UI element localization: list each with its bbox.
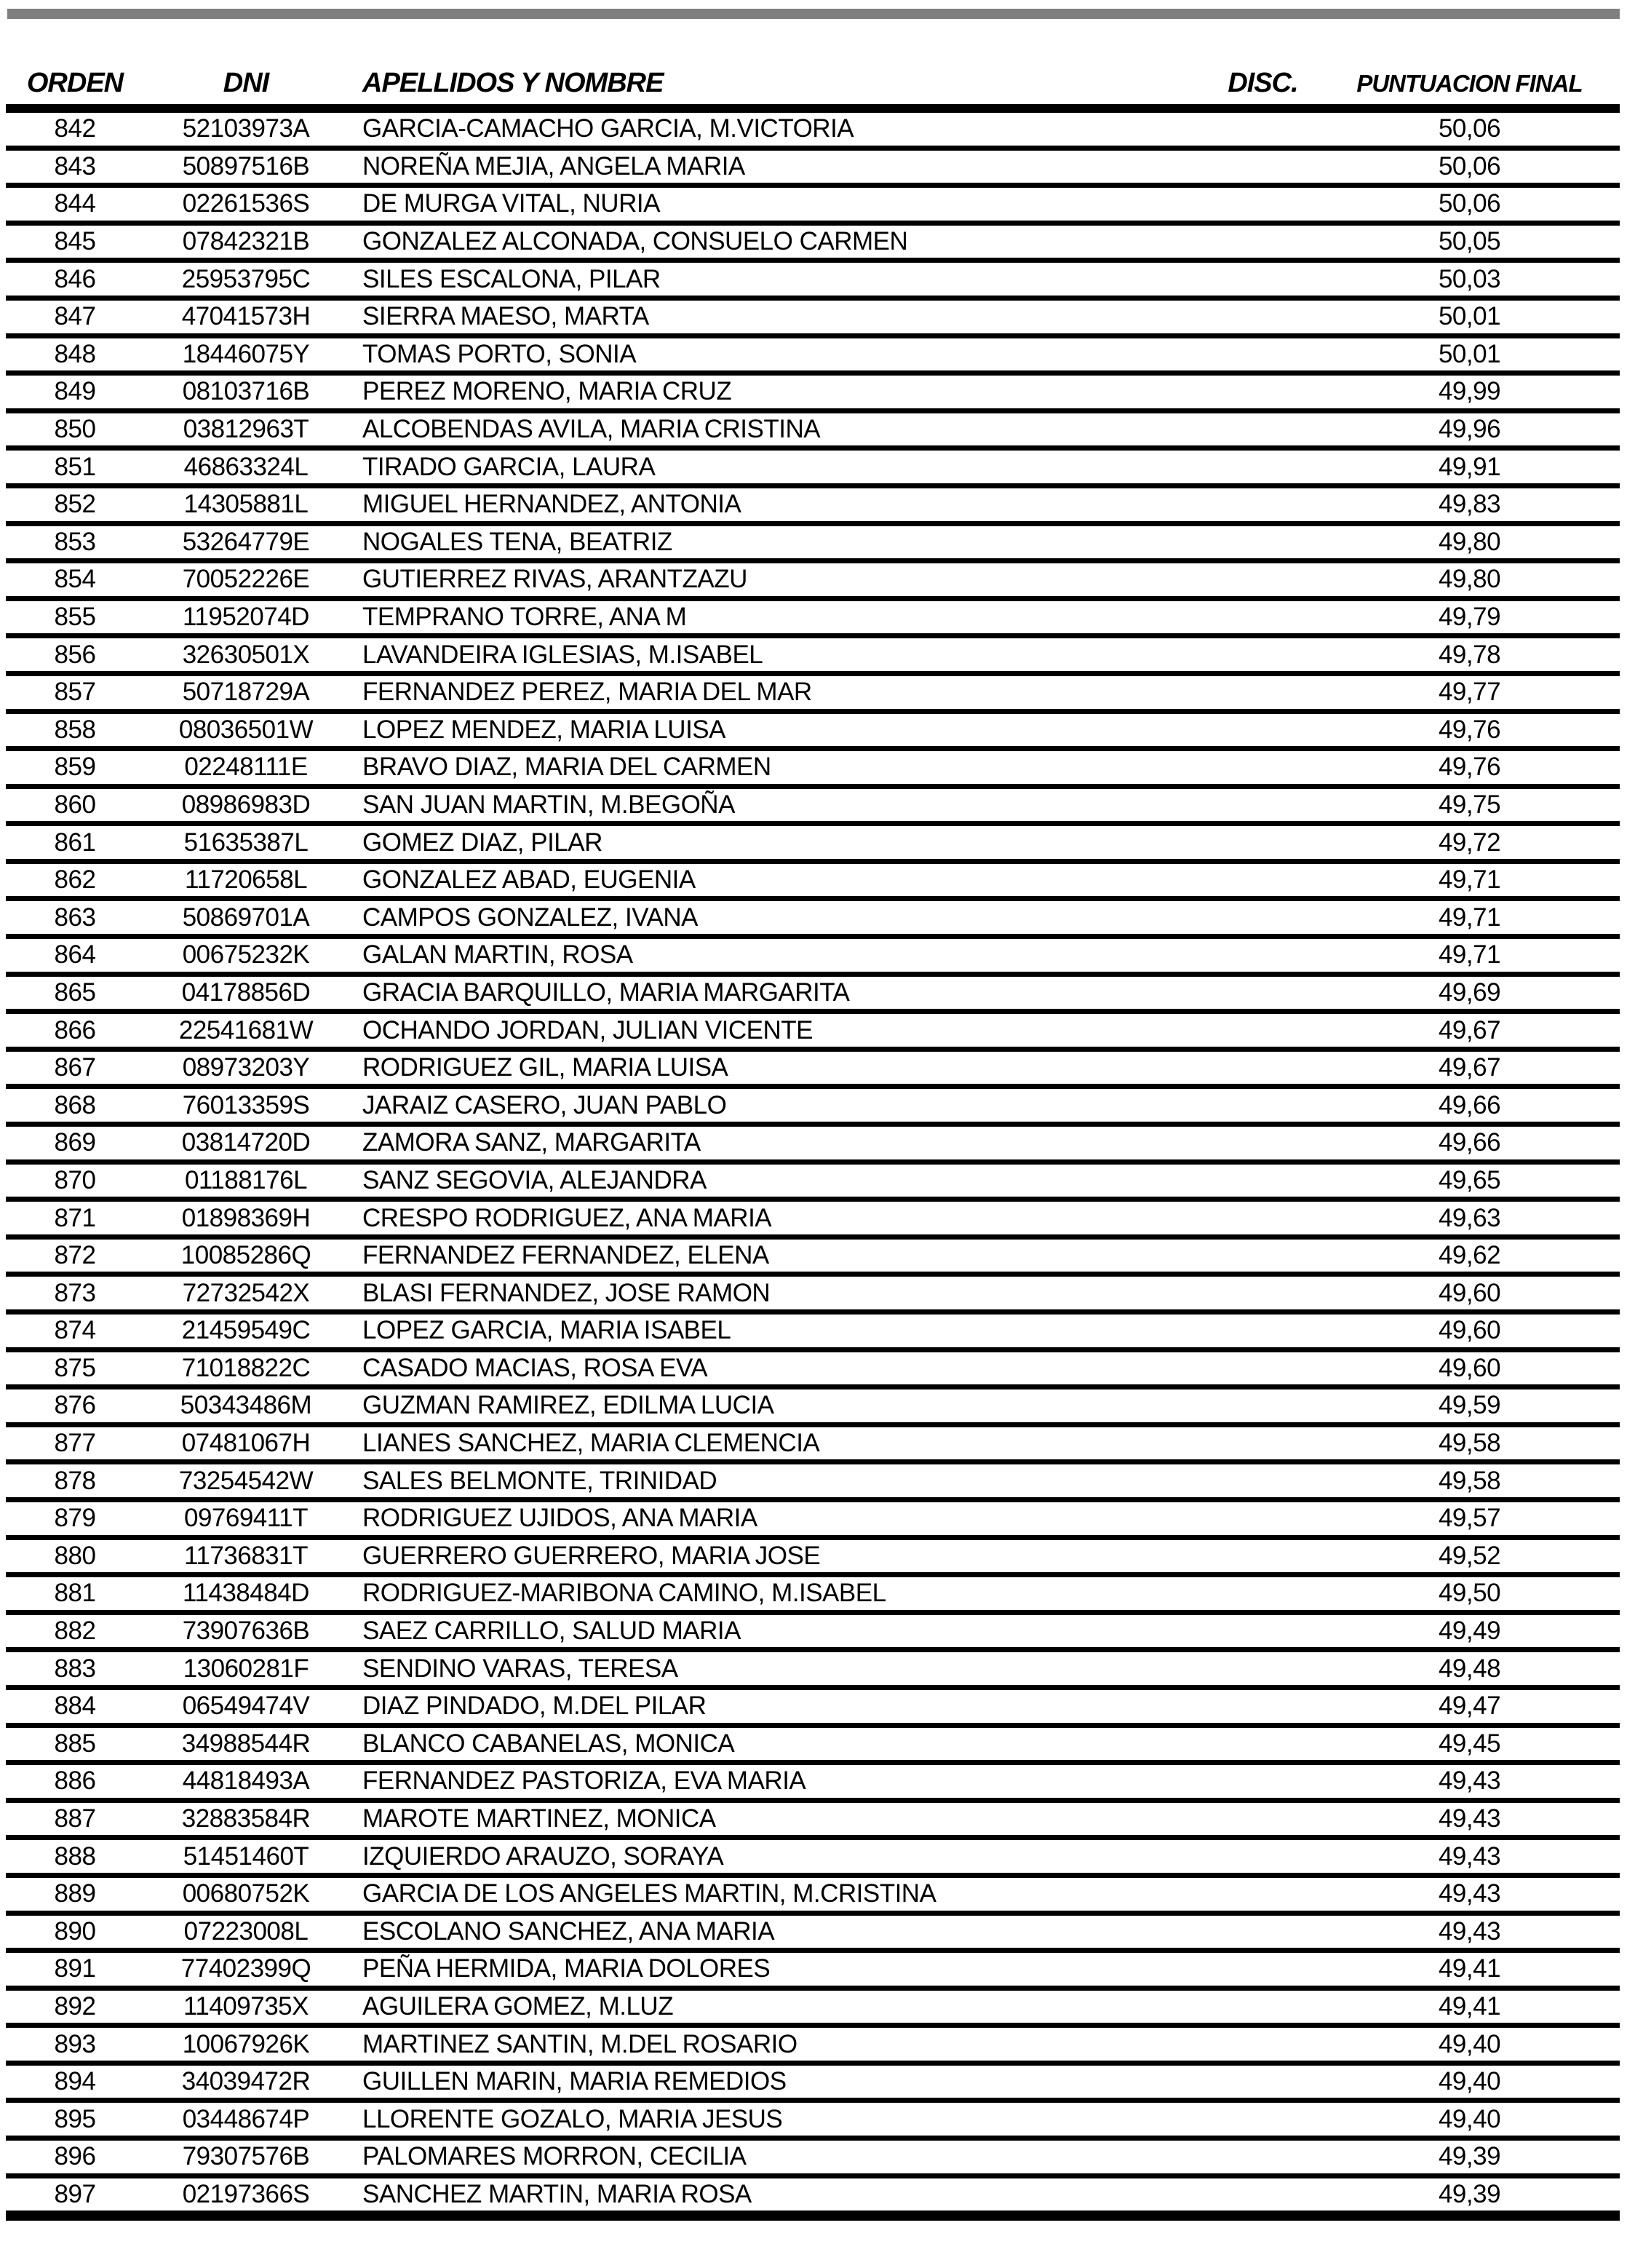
orden-cell: 843 bbox=[54, 151, 96, 181]
dni-cell: 11720658L bbox=[184, 865, 308, 895]
table-row bbox=[6, 488, 1620, 526]
table-row bbox=[6, 338, 1620, 376]
dni-cell: 03448674P bbox=[182, 2104, 310, 2133]
orden-cell: 880 bbox=[54, 1541, 96, 1570]
name-cell: SIERRA MAESO, MARTA bbox=[362, 302, 649, 331]
score-cell: 49,43 bbox=[1438, 1804, 1501, 1833]
dni-cell: 03814720D bbox=[181, 1128, 311, 1157]
dni-cell: 51451460T bbox=[183, 1841, 309, 1871]
table-row bbox=[6, 188, 1620, 226]
score-cell: 49,45 bbox=[1438, 1729, 1501, 1758]
score-cell: 49,43 bbox=[1438, 1916, 1501, 1946]
name-cell: DE MURGA VITAL, NURIA bbox=[362, 189, 660, 218]
header-orden: ORDEN bbox=[26, 68, 124, 98]
dni-cell: 44818493A bbox=[182, 1767, 310, 1796]
table-row bbox=[6, 526, 1620, 564]
dni-cell: 70052226E bbox=[182, 565, 310, 594]
name-cell: TOMAS PORTO, SONIA bbox=[362, 339, 637, 368]
score-cell: 49,76 bbox=[1438, 715, 1501, 744]
table-row bbox=[6, 638, 1620, 676]
score-cell: 49,41 bbox=[1438, 1991, 1501, 2021]
table-row bbox=[6, 2066, 1620, 2104]
table-row bbox=[6, 977, 1620, 1015]
name-cell: TEMPRANO TORRE, ANA M bbox=[362, 603, 687, 632]
dni-cell: 47041573H bbox=[181, 302, 311, 331]
orden-cell: 870 bbox=[54, 1165, 96, 1194]
table-row bbox=[6, 1840, 1620, 1878]
dni-cell: 46863324L bbox=[183, 452, 309, 481]
orden-cell: 877 bbox=[54, 1429, 96, 1458]
score-cell: 49,79 bbox=[1438, 603, 1501, 632]
dni-cell: 21459549C bbox=[181, 1316, 311, 1345]
score-cell: 49,91 bbox=[1438, 452, 1501, 481]
name-cell: SAEZ CARRILLO, SALUD MARIA bbox=[362, 1617, 741, 1646]
orden-cell: 886 bbox=[54, 1767, 96, 1796]
table-row bbox=[6, 1803, 1620, 1841]
dni-cell: 73254542W bbox=[178, 1466, 314, 1495]
table-row bbox=[6, 1127, 1620, 1165]
score-cell: 49,39 bbox=[1438, 2179, 1501, 2208]
name-cell: SALES BELMONTE, TRINIDAD bbox=[362, 1466, 717, 1495]
orden-cell: 842 bbox=[54, 114, 96, 143]
dni-cell: 10085286Q bbox=[180, 1241, 311, 1270]
orden-cell: 897 bbox=[54, 2179, 96, 2208]
score-cell: 50,05 bbox=[1438, 227, 1501, 256]
name-cell: FERNANDEZ FERNANDEZ, ELENA bbox=[362, 1241, 769, 1270]
header-disc: DISC. bbox=[1228, 68, 1298, 98]
orden-cell: 845 bbox=[54, 227, 96, 256]
score-cell: 49,66 bbox=[1438, 1128, 1501, 1157]
table-row bbox=[6, 1652, 1620, 1690]
dni-cell: 08036501W bbox=[178, 715, 314, 744]
score-cell: 49,59 bbox=[1438, 1391, 1501, 1420]
name-cell: NOGALES TENA, BEATRIZ bbox=[362, 527, 672, 556]
table-body bbox=[6, 113, 1620, 2221]
table-row bbox=[6, 1052, 1620, 1090]
score-cell: 49,77 bbox=[1438, 678, 1501, 707]
orden-cell: 850 bbox=[54, 415, 96, 444]
orden-cell: 871 bbox=[54, 1203, 96, 1232]
table-row bbox=[6, 1427, 1620, 1465]
score-cell: 49,71 bbox=[1438, 940, 1501, 970]
table-row bbox=[6, 1615, 1620, 1653]
orden-cell: 860 bbox=[54, 790, 96, 819]
table-row bbox=[6, 1953, 1620, 1991]
dni-cell: 79307576B bbox=[182, 2142, 310, 2171]
score-cell: 49,60 bbox=[1438, 1316, 1501, 1345]
name-cell: CASADO MACIAS, ROSA EVA bbox=[362, 1353, 708, 1382]
dni-cell: 11409735X bbox=[183, 1991, 309, 2021]
score-cell: 50,03 bbox=[1438, 264, 1501, 293]
name-cell: GUZMAN RAMIREZ, EDILMA LUCIA bbox=[362, 1391, 774, 1420]
score-cell: 49,60 bbox=[1438, 1353, 1501, 1382]
table-row bbox=[6, 1165, 1620, 1202]
dni-cell: 07481067H bbox=[181, 1429, 311, 1458]
orden-cell: 884 bbox=[54, 1692, 96, 1721]
orden-cell: 876 bbox=[54, 1391, 96, 1420]
name-cell: PEREZ MORENO, MARIA CRUZ bbox=[362, 377, 732, 406]
name-cell: BLANCO CABANELAS, MONICA bbox=[362, 1729, 735, 1758]
orden-cell: 866 bbox=[54, 1015, 96, 1044]
table-row bbox=[6, 563, 1620, 601]
header-dni: DNI bbox=[223, 68, 269, 98]
orden-cell: 853 bbox=[54, 527, 96, 556]
score-cell: 49,43 bbox=[1438, 1767, 1501, 1796]
score-cell: 49,71 bbox=[1438, 903, 1501, 932]
score-cell: 49,40 bbox=[1438, 2029, 1501, 2058]
dni-cell: 53264779E bbox=[182, 527, 310, 556]
table-row bbox=[6, 864, 1620, 902]
score-cell: 49,83 bbox=[1438, 490, 1501, 519]
score-cell: 49,80 bbox=[1438, 565, 1501, 594]
orden-cell: 891 bbox=[54, 1954, 96, 1983]
orden-cell: 882 bbox=[54, 1617, 96, 1646]
orden-cell: 849 bbox=[54, 377, 96, 406]
name-cell: AGUILERA GOMEZ, M.LUZ bbox=[362, 1991, 674, 2021]
name-cell: GONZALEZ ALCONADA, CONSUELO CARMEN bbox=[362, 227, 908, 256]
orden-cell: 875 bbox=[54, 1353, 96, 1382]
orden-cell: 861 bbox=[54, 828, 96, 857]
orden-cell: 894 bbox=[54, 2067, 96, 2096]
name-cell: MARTINEZ SANTIN, M.DEL ROSARIO bbox=[362, 2029, 797, 2058]
name-cell: LOPEZ MENDEZ, MARIA LUISA bbox=[362, 715, 725, 744]
orden-cell: 847 bbox=[54, 302, 96, 331]
table-row bbox=[6, 601, 1620, 639]
table-row bbox=[6, 1464, 1620, 1502]
table-row bbox=[6, 901, 1620, 939]
table-row bbox=[6, 1240, 1620, 1277]
score-cell: 49,48 bbox=[1438, 1654, 1501, 1683]
score-cell: 49,58 bbox=[1438, 1429, 1501, 1458]
name-cell: DIAZ PINDADO, M.DEL PILAR bbox=[362, 1692, 707, 1721]
name-cell: SANZ SEGOVIA, ALEJANDRA bbox=[362, 1165, 707, 1194]
score-cell: 49,40 bbox=[1438, 2104, 1501, 2133]
score-cell: 50,06 bbox=[1438, 189, 1501, 218]
table-row bbox=[6, 1728, 1620, 1766]
name-cell: LIANES SANCHEZ, MARIA CLEMENCIA bbox=[362, 1429, 820, 1458]
table-header-row bbox=[6, 63, 1620, 99]
score-cell: 49,66 bbox=[1438, 1090, 1501, 1119]
name-cell: FERNANDEZ PASTORIZA, EVA MARIA bbox=[362, 1767, 806, 1796]
dni-cell: 01898369H bbox=[181, 1203, 311, 1232]
orden-cell: 865 bbox=[54, 978, 96, 1007]
name-cell: GONZALEZ ABAD, EUGENIA bbox=[362, 865, 696, 895]
dni-cell: 71018822C bbox=[181, 1353, 311, 1382]
name-cell: PALOMARES MORRON, CECILIA bbox=[362, 2142, 747, 2171]
dni-cell: 22541681W bbox=[178, 1015, 314, 1044]
results-table bbox=[6, 63, 1620, 2221]
name-cell: LLORENTE GOZALO, MARIA JESUS bbox=[362, 2104, 783, 2133]
score-cell: 49,80 bbox=[1438, 527, 1501, 556]
name-cell: GRACIA BARQUILLO, MARIA MARGARITA bbox=[362, 978, 850, 1007]
score-cell: 49,40 bbox=[1438, 2067, 1501, 2096]
dni-cell: 09769411T bbox=[183, 1504, 308, 1533]
dni-cell: 08973203Y bbox=[182, 1053, 310, 1082]
orden-cell: 851 bbox=[54, 452, 96, 481]
orden-cell: 864 bbox=[54, 940, 96, 970]
dni-cell: 10067926K bbox=[182, 2029, 310, 2058]
dni-cell: 03812963T bbox=[183, 415, 309, 444]
name-cell: LAVANDEIRA IGLESIAS, M.ISABEL bbox=[362, 640, 763, 669]
header-puntuacion-final: PUNTUACION FINAL bbox=[1356, 70, 1583, 97]
name-cell: NOREÑA MEJIA, ANGELA MARIA bbox=[362, 151, 745, 181]
dni-cell: 11952074D bbox=[183, 603, 309, 632]
table-row bbox=[6, 2103, 1620, 2141]
table-row bbox=[6, 263, 1620, 301]
orden-cell: 859 bbox=[54, 753, 96, 782]
orden-cell: 892 bbox=[54, 1991, 96, 2021]
table-row bbox=[6, 301, 1620, 338]
score-cell: 49,71 bbox=[1438, 865, 1501, 895]
orden-cell: 868 bbox=[54, 1090, 96, 1119]
score-cell: 49,96 bbox=[1438, 415, 1501, 444]
table-row bbox=[6, 1878, 1620, 1916]
dni-cell: 32883584R bbox=[181, 1804, 311, 1833]
dni-cell: 34039472R bbox=[181, 2067, 311, 2096]
score-cell: 49,49 bbox=[1438, 1617, 1501, 1646]
dni-cell: 08986983D bbox=[181, 790, 311, 819]
dni-cell: 02248111E bbox=[184, 753, 308, 782]
name-cell: TIRADO GARCIA, LAURA bbox=[362, 452, 656, 481]
name-cell: GALAN MARTIN, ROSA bbox=[362, 940, 633, 970]
name-cell: OCHANDO JORDAN, JULIAN VICENTE bbox=[362, 1015, 813, 1044]
dni-cell: 50718729A bbox=[182, 678, 310, 707]
dni-cell: 34988544R bbox=[181, 1729, 311, 1758]
orden-cell: 869 bbox=[54, 1128, 96, 1157]
name-cell: BLASI FERNANDEZ, JOSE RAMON bbox=[362, 1278, 771, 1307]
orden-cell: 862 bbox=[54, 865, 96, 895]
dni-cell: 14305881L bbox=[183, 490, 309, 519]
orden-cell: 858 bbox=[54, 715, 96, 744]
dni-cell: 00675232K bbox=[182, 940, 310, 970]
name-cell: SENDINO VARAS, TERESA bbox=[362, 1654, 678, 1683]
orden-cell: 846 bbox=[54, 264, 96, 293]
orden-cell: 888 bbox=[54, 1841, 96, 1871]
table-row bbox=[6, 1202, 1620, 1240]
name-cell: GUILLEN MARIN, MARIA REMEDIOS bbox=[362, 2067, 787, 2096]
score-cell: 49,41 bbox=[1438, 1954, 1501, 1983]
score-cell: 49,62 bbox=[1438, 1241, 1501, 1270]
dni-cell: 11736831T bbox=[183, 1541, 308, 1570]
table-row bbox=[6, 451, 1620, 488]
dni-cell: 13060281F bbox=[183, 1654, 309, 1683]
table-row bbox=[6, 1577, 1620, 1615]
score-cell: 49,76 bbox=[1438, 753, 1501, 782]
orden-cell: 852 bbox=[54, 490, 96, 519]
score-cell: 50,06 bbox=[1438, 151, 1501, 181]
orden-cell: 867 bbox=[54, 1053, 96, 1082]
score-cell: 50,06 bbox=[1438, 114, 1501, 143]
score-cell: 49,52 bbox=[1438, 1541, 1501, 1570]
score-cell: 49,58 bbox=[1438, 1466, 1501, 1495]
table-row bbox=[6, 1014, 1620, 1052]
name-cell: SILES ESCALONA, PILAR bbox=[362, 264, 661, 293]
name-cell: BRAVO DIAZ, MARIA DEL CARMEN bbox=[362, 753, 771, 782]
table-row bbox=[6, 226, 1620, 263]
table-row bbox=[6, 1540, 1620, 1578]
score-cell: 49,67 bbox=[1438, 1015, 1501, 1044]
score-cell: 49,57 bbox=[1438, 1504, 1501, 1533]
score-cell: 49,65 bbox=[1438, 1165, 1501, 1194]
dni-cell: 52103973A bbox=[182, 114, 310, 143]
header-rule bbox=[6, 104, 1620, 113]
name-cell: JARAIZ CASERO, JUAN PABLO bbox=[362, 1090, 727, 1119]
orden-cell: 885 bbox=[54, 1729, 96, 1758]
top-divider-bar bbox=[7, 9, 1620, 19]
name-cell: GARCIA-CAMACHO GARCIA, M.VICTORIA bbox=[362, 114, 854, 143]
score-cell: 50,01 bbox=[1438, 339, 1501, 368]
dni-cell: 51635387L bbox=[183, 828, 309, 857]
dni-cell: 73907636B bbox=[182, 1617, 310, 1646]
dni-cell: 50897516B bbox=[182, 151, 310, 181]
dni-cell: 02197366S bbox=[182, 2179, 310, 2208]
orden-cell: 879 bbox=[54, 1504, 96, 1533]
score-cell: 49,43 bbox=[1438, 1841, 1501, 1871]
table-row bbox=[6, 1089, 1620, 1127]
orden-cell: 889 bbox=[54, 1879, 96, 1908]
dni-cell: 08103716B bbox=[182, 377, 310, 406]
orden-cell: 881 bbox=[54, 1579, 96, 1608]
dni-cell: 25953795C bbox=[181, 264, 311, 293]
table-row bbox=[6, 151, 1620, 189]
orden-cell: 896 bbox=[54, 2142, 96, 2171]
score-cell: 49,75 bbox=[1438, 790, 1501, 819]
orden-cell: 855 bbox=[54, 603, 96, 632]
score-cell: 49,99 bbox=[1438, 377, 1501, 406]
name-cell: CRESPO RODRIGUEZ, ANA MARIA bbox=[362, 1203, 772, 1232]
name-cell: FERNANDEZ PEREZ, MARIA DEL MAR bbox=[362, 678, 812, 707]
table-row bbox=[6, 113, 1620, 151]
name-cell: PEÑA HERMIDA, MARIA DOLORES bbox=[362, 1954, 771, 1983]
orden-cell: 872 bbox=[54, 1241, 96, 1270]
table-row bbox=[6, 1277, 1620, 1315]
table-row bbox=[6, 789, 1620, 827]
name-cell: MIGUEL HERNANDEZ, ANTONIA bbox=[362, 490, 741, 519]
name-cell: LOPEZ GARCIA, MARIA ISABEL bbox=[362, 1316, 731, 1345]
dni-cell: 00680752K bbox=[182, 1879, 310, 1908]
dni-cell: 50343486M bbox=[180, 1391, 312, 1420]
score-cell: 49,60 bbox=[1438, 1278, 1501, 1307]
score-cell: 49,67 bbox=[1438, 1053, 1501, 1082]
table-row bbox=[6, 1916, 1620, 1954]
orden-cell: 890 bbox=[54, 1916, 96, 1946]
name-cell: ZAMORA SANZ, MARGARITA bbox=[362, 1128, 701, 1157]
score-cell: 50,01 bbox=[1438, 302, 1501, 331]
dni-cell: 04178856D bbox=[181, 978, 311, 1007]
name-cell: ESCOLANO SANCHEZ, ANA MARIA bbox=[362, 1916, 775, 1946]
score-cell: 49,43 bbox=[1438, 1879, 1501, 1908]
dni-cell: 02261536S bbox=[182, 189, 310, 218]
orden-cell: 873 bbox=[54, 1278, 96, 1307]
orden-cell: 893 bbox=[54, 2029, 96, 2058]
table-row bbox=[6, 1315, 1620, 1352]
table-row bbox=[6, 376, 1620, 413]
name-cell: SANCHEZ MARTIN, MARIA ROSA bbox=[362, 2179, 752, 2208]
orden-cell: 848 bbox=[54, 339, 96, 368]
name-cell: GARCIA DE LOS ANGELES MARTIN, M.CRISTINA bbox=[362, 1879, 936, 1908]
table-row bbox=[6, 2028, 1620, 2066]
dni-cell: 18446075Y bbox=[182, 339, 310, 368]
orden-cell: 857 bbox=[54, 678, 96, 707]
score-cell: 49,39 bbox=[1438, 2142, 1501, 2171]
orden-cell: 844 bbox=[54, 189, 96, 218]
table-row bbox=[6, 1502, 1620, 1540]
header-apellidos-y-nombre: APELLIDOS Y NOMBRE bbox=[362, 68, 664, 98]
name-cell: GUERRERO GUERRERO, MARIA JOSE bbox=[362, 1541, 821, 1570]
dni-cell: 07223008L bbox=[183, 1916, 309, 1946]
dni-cell: 50869701A bbox=[182, 903, 310, 932]
table-row bbox=[6, 1991, 1620, 2029]
table-row bbox=[6, 1690, 1620, 1728]
table-row bbox=[6, 1352, 1620, 1390]
dni-cell: 06549474V bbox=[182, 1692, 310, 1721]
table-row bbox=[6, 676, 1620, 714]
table-row bbox=[6, 2141, 1620, 2178]
name-cell: RODRIGUEZ-MARIBONA CAMINO, M.ISABEL bbox=[362, 1579, 886, 1608]
orden-cell: 854 bbox=[54, 565, 96, 594]
score-cell: 49,47 bbox=[1438, 1692, 1501, 1721]
score-cell: 49,78 bbox=[1438, 640, 1501, 669]
table-row bbox=[6, 939, 1620, 977]
name-cell: GOMEZ DIAZ, PILAR bbox=[362, 828, 602, 857]
score-cell: 49,69 bbox=[1438, 978, 1501, 1007]
table-row bbox=[6, 714, 1620, 752]
dni-cell: 76013359S bbox=[182, 1090, 310, 1119]
table-row bbox=[6, 826, 1620, 864]
name-cell: GUTIERREZ RIVAS, ARANTZAZU bbox=[362, 565, 747, 594]
dni-cell: 07842321B bbox=[182, 227, 310, 256]
dni-cell: 72732542X bbox=[182, 1278, 310, 1307]
name-cell: SAN JUAN MARTIN, M.BEGOÑA bbox=[362, 790, 735, 819]
name-cell: ALCOBENDAS AVILA, MARIA CRISTINA bbox=[362, 415, 821, 444]
name-cell: CAMPOS GONZALEZ, IVANA bbox=[362, 903, 698, 932]
dni-cell: 01188176L bbox=[184, 1165, 308, 1194]
table-row bbox=[6, 1765, 1620, 1803]
score-cell: 49,63 bbox=[1438, 1203, 1501, 1232]
table-row bbox=[6, 2178, 1620, 2221]
dni-cell: 11438484D bbox=[183, 1579, 309, 1608]
name-cell: RODRIGUEZ UJIDOS, ANA MARIA bbox=[362, 1504, 757, 1533]
orden-cell: 856 bbox=[54, 640, 96, 669]
orden-cell: 878 bbox=[54, 1466, 96, 1495]
score-cell: 49,72 bbox=[1438, 828, 1501, 857]
name-cell: MAROTE MARTINEZ, MONICA bbox=[362, 1804, 716, 1833]
orden-cell: 883 bbox=[54, 1654, 96, 1683]
score-cell: 49,50 bbox=[1438, 1579, 1501, 1608]
orden-cell: 874 bbox=[54, 1316, 96, 1345]
dni-cell: 77402399Q bbox=[180, 1954, 311, 1983]
orden-cell: 863 bbox=[54, 903, 96, 932]
table-row bbox=[6, 1389, 1620, 1427]
orden-cell: 895 bbox=[54, 2104, 96, 2133]
name-cell: IZQUIERDO ARAUZO, SORAYA bbox=[362, 1841, 724, 1871]
table-row bbox=[6, 413, 1620, 451]
name-cell: RODRIGUEZ GIL, MARIA LUISA bbox=[362, 1053, 728, 1082]
orden-cell: 887 bbox=[54, 1804, 96, 1833]
dni-cell: 32630501X bbox=[182, 640, 310, 669]
table-row bbox=[6, 751, 1620, 789]
